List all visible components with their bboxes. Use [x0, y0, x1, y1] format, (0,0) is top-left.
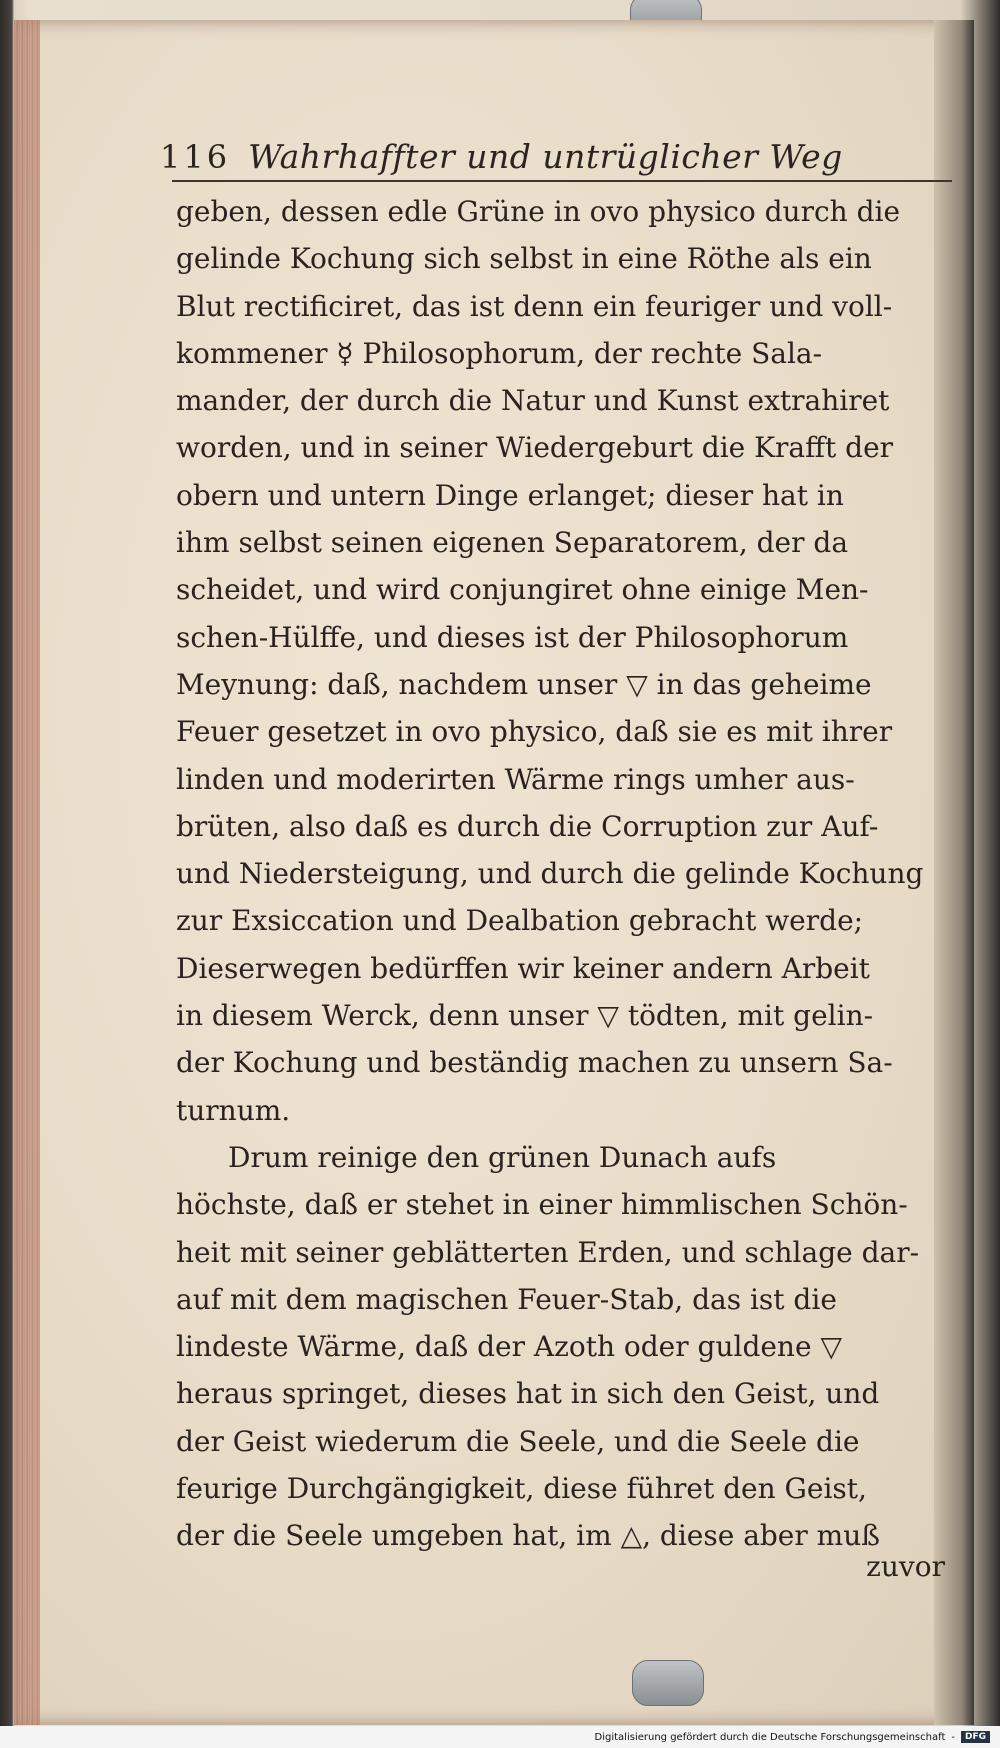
text-line: und Niedersteigung, und durch die gelinde Kochung	[176, 857, 924, 891]
dfg-logo: DFG	[961, 1731, 990, 1743]
body-text	[176, 188, 951, 1560]
digitization-footer: Digitalisierung gefördert durch die Deutsche Forschungsgemeinschaft - DFG	[0, 1726, 1000, 1748]
book-clip-bottom	[632, 1660, 704, 1706]
text-line: Feuer gesetzet in ovo physico, daß sie es mit ihrer	[176, 715, 893, 749]
text-line: Meynung: daß, nachdem unser ▽ in das geheime	[176, 667, 872, 701]
text-line: der Geist wiederum die Seele, und die Seele die	[176, 1424, 860, 1458]
text-line: brüten, also daß es durch die Corruption zur Auf-	[176, 809, 879, 843]
text-line: scheidet, und wird conjungiret ohne einige Men-	[176, 573, 869, 607]
text-line: zur Exsiccation und Dealbation gebracht werde;	[176, 904, 864, 938]
text-line: turnum.	[176, 1093, 291, 1127]
text-line: mander, der durch die Natur und Kunst extrahiret	[176, 384, 890, 418]
text-line: ihm selbst seinen eigenen Separatorem, der da	[176, 526, 849, 560]
text-line: linden und moderirten Wärme rings umher aus-	[176, 762, 855, 796]
text-line: der Kochung und beständig machen zu unsern Sa-	[176, 1046, 893, 1080]
text-line: feurige Durchgängigkeit, diese führet den Geist,	[176, 1472, 867, 1506]
text-line: lindeste Wärme, daß der Azoth oder guldene ▽	[176, 1330, 842, 1364]
text-line: in diesem Werck, denn unser ▽ tödten, mit gelin-	[176, 999, 874, 1033]
text-line: Dieserwegen bedürffen wir keiner andern Arbeit	[176, 951, 870, 985]
footer-credit: Digitalisierung gefördert durch die Deutsche Forschungsgemeinschaft	[594, 1731, 946, 1743]
text-line: auf mit dem magischen Feuer-Stab, das ist die	[176, 1282, 837, 1316]
page-edge	[14, 20, 40, 1725]
text-line: heit mit seiner geblätterten Erden, und schlage dar-	[176, 1235, 920, 1269]
text-line: Blut rectificiret, das ist denn ein feuriger und voll-	[176, 289, 893, 323]
text-line: Drum reinige den grünen Dunach aufs	[228, 1140, 777, 1174]
text-line: der die Seele umgeben hat, im △, diese aber muß	[176, 1519, 880, 1553]
running-head: Wahrhaffter und untrüglicher Weg	[248, 137, 843, 176]
text-line: worden, und in seiner Wiedergeburt die Krafft der	[176, 431, 894, 465]
page-number: 116	[160, 138, 231, 176]
text-line: höchste, daß er stehet in einer himmlischen Schön-	[176, 1188, 908, 1222]
text-line: obern und untern Dinge erlanget; dieser hat in	[176, 478, 844, 512]
text-line: gelinde Kochung sich selbst in eine Röthe als ein	[176, 242, 872, 276]
page-header	[160, 128, 955, 176]
text-line: heraus springet, dieses hat in sich den Geist, und	[176, 1377, 880, 1411]
text-line: schen-Hülffe, und dieses ist der Philosophorum	[176, 620, 849, 654]
catchword: zuvor	[866, 1550, 945, 1583]
header-rule	[172, 180, 952, 182]
text-line: kommener ☿ Philosophorum, der rechte Sala-	[176, 336, 823, 370]
text-line: geben, dessen edle Grüne in ovo physico durch die	[176, 195, 901, 228]
